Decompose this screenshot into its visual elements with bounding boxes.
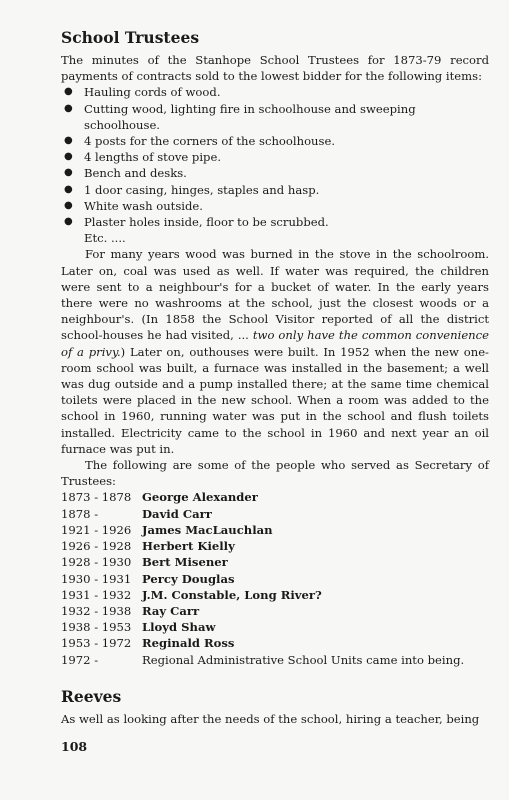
etc-line: Etc. .... [84, 231, 126, 246]
list-item: ● 1 door casing, hinges, staples and hasp. [64, 182, 320, 197]
secretary-years: 1921 - 1926 [61, 522, 132, 537]
secretary-years: 1873 - 1878 [61, 490, 132, 505]
secretary-name: Lloyd Shaw [142, 620, 216, 635]
section-heading-reeves: Reeves [61, 686, 122, 706]
bullet-icon: ● [64, 102, 73, 114]
secretary-name: David Carr [142, 506, 212, 521]
bullet-icon: ● [64, 86, 73, 98]
contract-items-list [61, 84, 489, 230]
bullet-icon: ● [64, 167, 73, 179]
table-row [61, 603, 464, 619]
secretary-name: George Alexander [142, 490, 258, 505]
heating-water-paragraph: For many years wood was burned in the stove in the schoolroom. Later on, coal was used as well. If water was required, the children were sent to a neighbour's for a bucket of water. In the early years there were no washrooms at the school, just the closest woods or a neighbour's. (In 1858 the School Visitor reported of all the district school-houses he had visited, ... two only have the common convenience of a privy.) Later on, outhouses were built. In 1952 when the new one-room school was built, a furnace was installed in the basement; a well was dug outside and a pump installed there; at the same time chemical toilets were placed in the new school. When a room was added to the school in 1960, running water was put in the school and flush toilets installed. Electricity came to the school in 1960 and next year an oil furnace was put in. [61, 247, 490, 456]
table-row [61, 635, 464, 651]
page-content [61, 28, 489, 727]
bullet-icon: ● [64, 135, 73, 147]
table-row [61, 652, 464, 668]
table-row [61, 619, 464, 635]
bullet-icon: ● [64, 151, 73, 163]
table-row [61, 587, 464, 603]
secretary-years: 1972 - [61, 652, 99, 667]
list-item: ● 4 posts for the corners of the schoolhouse. [64, 134, 336, 149]
table-row [61, 522, 464, 538]
reeves-intro-paragraph: As well as looking after the needs of the school, hiring a teacher, being [61, 711, 480, 726]
table-row [61, 538, 464, 554]
secretaries-table [61, 489, 464, 667]
table-row [61, 506, 464, 522]
secretary-years: 1926 - 1928 [61, 539, 132, 554]
secretaries-intro-paragraph: The following are some of the people who served as Secretary of Trustees: [61, 458, 489, 489]
list-item: ● Plaster holes inside, floor to be scrubbed. [64, 215, 329, 230]
trustees-intro-paragraph: The minutes of the Stanhope School Trustees for 1873-79 record payments of contracts sold to the lowest bidder for the following items: [61, 53, 489, 84]
privy-quote: two only have the common convenience of a privy. [61, 328, 490, 359]
list-item: ● Hauling cords of wood. [64, 85, 221, 100]
secretary-name: Regional Administrative School Units came into being. [142, 652, 465, 667]
secretary-name: Ray Carr [142, 603, 200, 618]
secretary-years: 1928 - 1930 [61, 555, 132, 570]
secretary-years: 1953 - 1972 [61, 636, 132, 651]
secretary-years: 1938 - 1953 [61, 620, 132, 635]
secretary-name: J.M. Constable, Long River? [142, 587, 322, 602]
page-number: 108 [61, 739, 88, 754]
section-heading-school-trustees: School Trustees [61, 28, 200, 47]
secretary-years: 1930 - 1931 [61, 571, 132, 586]
table-row [61, 554, 464, 570]
secretary-name: Reginald Ross [142, 636, 235, 651]
secretary-years: 1932 - 1938 [61, 603, 132, 618]
bullet-icon: ● [64, 183, 73, 195]
list-item: ● Cutting wood, lighting fire in schoolhouse and sweeping schoolhouse. [64, 101, 416, 132]
secretary-years: 1878 - [61, 506, 99, 521]
secretary-name: James MacLauchlan [142, 522, 273, 537]
bullet-icon: ● [64, 199, 73, 211]
list-item: ● Bench and desks. [64, 166, 187, 181]
secretary-name: Percy Douglas [142, 571, 235, 586]
secretary-name: Herbert Kielly [142, 539, 235, 554]
table-row [61, 489, 464, 505]
list-item: ● White wash outside. [64, 198, 203, 213]
table-row [61, 571, 464, 587]
list-item: ● 4 lengths of stove pipe. [64, 150, 222, 165]
secretary-years: 1931 - 1932 [61, 587, 132, 602]
bullet-icon: ● [64, 216, 73, 228]
secretary-name: Bert Misener [142, 555, 228, 570]
